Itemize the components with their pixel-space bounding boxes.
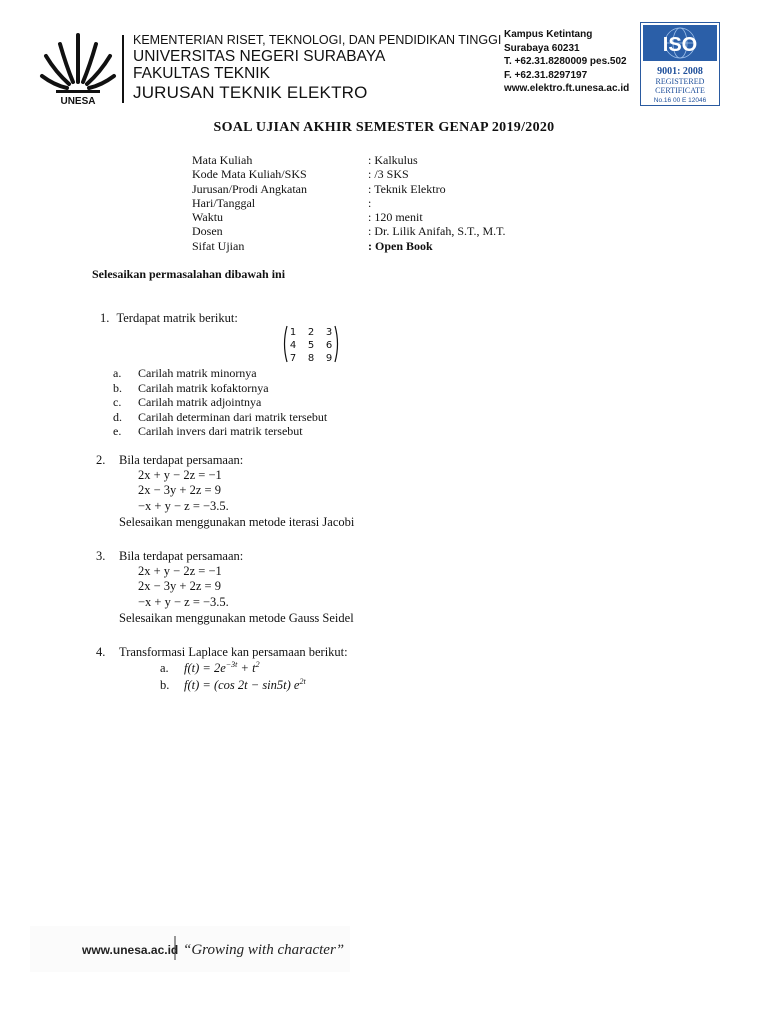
contact-fax: F. +62.31.8297197 bbox=[504, 69, 588, 81]
info-label: Mata Kuliah bbox=[192, 153, 253, 167]
item-letter: e. bbox=[113, 424, 122, 438]
info-label: Jurusan/Prodi Angkatan bbox=[192, 181, 307, 196]
info-value: : Open Book bbox=[368, 238, 433, 253]
info-value: : 120 menit bbox=[368, 210, 423, 225]
laplace-function-b bbox=[184, 677, 306, 693]
university-name: UNIVERSITAS NEGERI SURABAYA bbox=[133, 48, 386, 65]
info-value: : Kalkulus bbox=[368, 153, 418, 167]
fn-text: f(t) = 2e bbox=[184, 661, 226, 676]
matrix-cell: 6 bbox=[325, 340, 333, 351]
info-label: Waktu bbox=[192, 210, 224, 225]
info-label: Hari/Tanggal bbox=[192, 195, 256, 210]
matrix-cell: 7 bbox=[289, 353, 297, 364]
equation: −x + y − z = −3.5. bbox=[138, 595, 229, 609]
equation: 2x − 3y + 2z = 9 bbox=[138, 579, 221, 593]
footer-banner bbox=[30, 926, 350, 972]
contact-city: Surabaya 60231 bbox=[504, 42, 580, 54]
iso-registered: REGISTERED bbox=[655, 77, 705, 86]
matrix-cell: 1 bbox=[289, 327, 297, 338]
info-label: Sifat Ujian bbox=[192, 238, 245, 253]
equation: −x + y − z = −3.5. bbox=[138, 499, 229, 513]
fn-exponent: 2t bbox=[299, 677, 306, 686]
iso-label: ISO bbox=[662, 34, 698, 56]
matrix-cell: 3 bbox=[325, 327, 333, 338]
item-text: Carilah matrik minornya bbox=[138, 366, 257, 380]
question-3 bbox=[0, 549, 768, 629]
item-letter: a. bbox=[160, 661, 169, 675]
question-1 bbox=[100, 311, 238, 326]
contact-phone: T. +62.31.8280009 pes.502 bbox=[504, 56, 627, 68]
equation: 2x − 3y + 2z = 9 bbox=[138, 483, 221, 497]
matrix-cell: 4 bbox=[289, 340, 297, 351]
fn-text: + t bbox=[237, 661, 256, 676]
method-text: Selesaikan menggunakan metode iterasi Jacobi bbox=[119, 515, 355, 529]
unesa-logo bbox=[38, 30, 118, 108]
item-letter: b. bbox=[160, 678, 170, 692]
list-item bbox=[113, 395, 327, 410]
item-letter: c. bbox=[113, 395, 122, 409]
header-divider bbox=[122, 35, 124, 103]
iso-certificate: CERTIFICATE bbox=[655, 86, 705, 95]
item-letter: d. bbox=[113, 409, 122, 424]
info-value: : Teknik Elektro bbox=[368, 181, 446, 196]
info-value: : bbox=[368, 195, 372, 210]
department-name: JURUSAN TEKNIK ELEKTRO bbox=[133, 83, 368, 102]
fn-text: f(t) = (cos 2t − sin5t) e bbox=[184, 678, 300, 693]
question-number: 3. bbox=[96, 549, 106, 563]
contact-campus: Kampus Ketintang bbox=[504, 29, 593, 40]
info-value: : Dr. Lilik Anifah, S.T., M.T. bbox=[368, 224, 506, 239]
matrix-cell: 9 bbox=[325, 353, 333, 364]
question-text: Bila terdapat persamaan: bbox=[119, 453, 244, 467]
question-1-items bbox=[113, 366, 327, 439]
ministry-name: KEMENTERIAN RISET, TEKNOLOGI, DAN PENDIDIKAN TINGGI bbox=[133, 33, 502, 47]
matrix-cell: 8 bbox=[307, 353, 315, 364]
question-text: Bila terdapat persamaan: bbox=[119, 549, 244, 563]
logo-text: UNESA bbox=[60, 96, 96, 107]
question-4 bbox=[0, 645, 768, 695]
iso-standard: 9001: 2008 bbox=[657, 66, 703, 77]
matrix-cell: 5 bbox=[307, 340, 315, 351]
item-letter: b. bbox=[113, 380, 122, 395]
item-text: Carilah invers dari matrik tersebut bbox=[138, 424, 303, 438]
instruction: Selesaikan permasalahan dibawah ini bbox=[92, 267, 286, 281]
method-text: Selesaikan menggunakan metode Gauss Seidel bbox=[119, 611, 354, 625]
faculty-name: FAKULTAS TEKNIK bbox=[133, 65, 270, 82]
footer-url: www.unesa.ac.id bbox=[82, 943, 179, 957]
item-text: Carilah matrik kofaktornya bbox=[138, 380, 269, 395]
info-label: Kode Mata Kuliah/SKS bbox=[192, 167, 307, 182]
iso-certificate-badge bbox=[640, 22, 720, 106]
list-item bbox=[113, 424, 327, 439]
question-number: 4. bbox=[96, 645, 106, 659]
list-item bbox=[113, 381, 327, 396]
item-text: Carilah matrik adjointnya bbox=[138, 395, 262, 409]
equation: 2x + y − 2z = −1 bbox=[138, 468, 222, 482]
question-text: Terdapat matrik berikut: bbox=[116, 311, 238, 325]
matrix bbox=[281, 324, 341, 364]
contact-website: www.elektro.ft.unesa.ac.id bbox=[504, 83, 630, 95]
exam-title: SOAL UJIAN AKHIR SEMESTER GENAP 2019/2020 bbox=[213, 120, 555, 135]
fn-exponent: −3t bbox=[225, 660, 238, 669]
item-text: Carilah determinan dari matrik tersebut bbox=[138, 409, 328, 424]
laplace-function-a bbox=[184, 660, 260, 676]
info-label: Dosen bbox=[192, 224, 223, 239]
info-value: : /3 SKS bbox=[368, 167, 409, 182]
question-text: Transformasi Laplace kan persamaan berikut: bbox=[119, 645, 348, 659]
item-letter: a. bbox=[113, 366, 122, 380]
matrix-cell: 2 bbox=[307, 327, 315, 338]
list-item bbox=[113, 410, 327, 425]
question-2 bbox=[0, 453, 768, 533]
contact-block bbox=[504, 28, 629, 96]
footer-slogan: “Growing with character” bbox=[183, 942, 345, 958]
equation: 2x + y − 2z = −1 bbox=[138, 564, 222, 578]
fn-exponent: 2 bbox=[255, 660, 260, 669]
iso-number: No.16 00 E 12046 bbox=[653, 97, 707, 104]
question-number: 2. bbox=[96, 453, 106, 467]
question-number: 1. bbox=[100, 311, 110, 325]
list-item bbox=[113, 366, 327, 381]
